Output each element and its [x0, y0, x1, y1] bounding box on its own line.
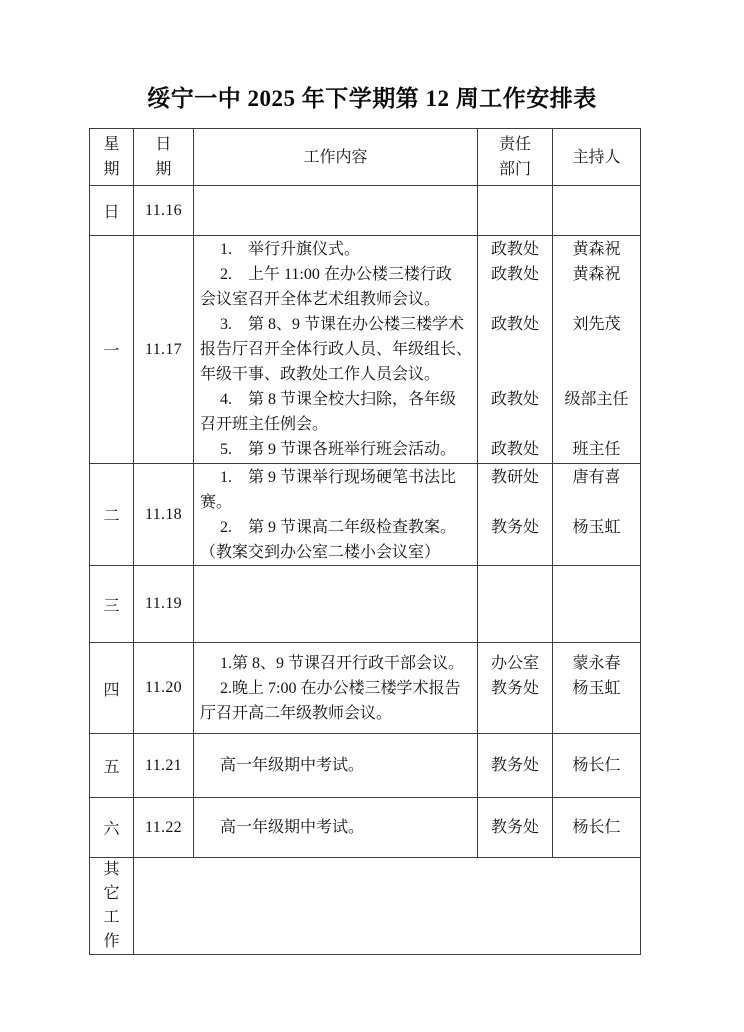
content-line: 召开班主任例会。 — [200, 416, 329, 433]
dept-cell — [478, 186, 553, 236]
host-line — [553, 287, 640, 312]
content-line: 年级干事、政教处工作人员会议。 — [200, 366, 441, 383]
dept-line — [478, 412, 552, 437]
content-cell — [194, 798, 478, 858]
dept-line — [478, 701, 552, 726]
day-cell: 五 — [90, 734, 134, 798]
table-row — [90, 643, 641, 734]
header-line: 日 — [155, 136, 172, 153]
dept-line — [478, 540, 552, 565]
dept-cell — [478, 566, 553, 643]
dept-line — [478, 490, 552, 515]
other-work-label-line: 其 — [103, 861, 120, 878]
header-line: 工作内容 — [303, 148, 368, 166]
host-cell — [553, 566, 641, 643]
other-work-label-line: 作 — [103, 933, 120, 950]
host-line: 蒙永春 — [572, 654, 621, 672]
day-cell: 一 — [90, 236, 134, 464]
other-work-cell — [134, 858, 641, 955]
dept-line: 教研处 — [490, 468, 539, 486]
date-cell: 11.20 — [134, 643, 194, 734]
content-cell — [194, 566, 478, 643]
header-line: 主持人 — [572, 148, 621, 166]
other-work-label-line: 它 — [103, 885, 120, 902]
header-line: 星 — [103, 136, 120, 153]
content-line: 4. 第 8 节课全校大扫除，各年级 — [220, 391, 457, 408]
day-cell: 四 — [90, 643, 134, 734]
content-cell — [194, 236, 478, 464]
host-line — [553, 337, 640, 362]
host-cell — [553, 734, 641, 798]
table-row — [90, 734, 641, 798]
host-line — [553, 540, 640, 565]
host-line — [553, 701, 640, 726]
content-line: 高一年级期中考试。 — [220, 819, 365, 836]
schedule-table — [89, 128, 641, 955]
content-cell — [194, 734, 478, 798]
dept-line: 教务处 — [490, 757, 539, 774]
other-work-row — [90, 858, 641, 955]
schedule-body — [90, 129, 641, 955]
content-line: 2.晚上 7:00 在办公楼三楼学术报告 — [220, 679, 461, 697]
host-line: 杨玉虹 — [572, 518, 621, 536]
content-line: 1. 举行升旗仪式。 — [220, 241, 361, 258]
other-work-label — [90, 858, 134, 955]
host-cell — [553, 186, 641, 236]
dept-cell — [478, 798, 553, 858]
host-cell — [553, 464, 641, 566]
date-cell: 11.17 — [134, 236, 194, 464]
content-line: 2. 第 9 节课高二年级检查教案。 — [220, 518, 457, 536]
dept-line: 政教处 — [490, 266, 539, 283]
content-line: 报告厅召开全体行政人员、年级组长、 — [200, 341, 473, 358]
date-cell: 11.19 — [134, 566, 194, 643]
header-line: 期 — [103, 161, 120, 178]
content-line: 5. 第 9 节课各班举行班会活动。 — [220, 441, 457, 458]
table-row — [90, 236, 641, 464]
header-cell-content — [194, 129, 478, 186]
host-line: 黄森祝 — [572, 266, 621, 283]
table-row — [90, 464, 641, 566]
content-line: （教案交到办公室二楼小会议室） — [200, 543, 441, 561]
content-cell — [194, 186, 478, 236]
host-line: 唐有喜 — [572, 468, 621, 486]
host-line: 杨长仁 — [572, 757, 621, 774]
host-cell — [553, 643, 641, 734]
content-cell — [194, 643, 478, 734]
host-line: 刘先茂 — [572, 316, 621, 333]
dept-line: 政教处 — [490, 441, 539, 458]
dept-cell — [478, 734, 553, 798]
day-cell: 六 — [90, 798, 134, 858]
page-title: 绥宁一中 2025 年下学期第 12 周工作安排表 — [147, 86, 597, 111]
dept-line: 教务处 — [490, 679, 539, 697]
dept-line: 教务处 — [490, 819, 539, 836]
date-cell: 11.16 — [134, 186, 194, 236]
dept-line: 政教处 — [490, 241, 539, 258]
host-line — [553, 490, 640, 515]
content-line: 3. 第 8、9 节课在办公楼三楼学术 — [220, 316, 465, 333]
header-row — [90, 129, 641, 186]
dept-cell — [478, 643, 553, 734]
other-work-label-line: 工 — [103, 909, 120, 926]
content-line: 厅召开高二年级教师会议。 — [200, 704, 393, 722]
header-cell-dept — [478, 129, 553, 186]
header-cell-host — [553, 129, 641, 186]
dept-line: 教务处 — [490, 518, 539, 536]
dept-line — [478, 287, 552, 312]
host-line: 杨长仁 — [572, 819, 621, 836]
header-cell-date — [134, 129, 194, 186]
content-line: 高一年级期中考试。 — [220, 757, 365, 774]
content-cell — [194, 464, 478, 566]
table-row — [90, 566, 641, 643]
host-cell — [553, 236, 641, 464]
content-line: 赛。 — [200, 493, 233, 511]
content-line: 1. 第 9 节课举行现场硬笔书法比 — [220, 468, 457, 486]
day-cell: 三 — [90, 566, 134, 643]
host-line: 黄森祝 — [572, 241, 621, 258]
host-line: 班主任 — [572, 441, 621, 458]
dept-line: 政教处 — [490, 316, 539, 333]
date-cell: 11.22 — [134, 798, 194, 858]
host-line — [553, 412, 640, 437]
table-row — [90, 798, 641, 858]
host-cell — [553, 798, 641, 858]
host-line: 杨玉虹 — [572, 679, 621, 697]
header-line: 责任 — [498, 136, 531, 153]
date-cell: 11.18 — [134, 464, 194, 566]
dept-cell — [478, 236, 553, 464]
content-line: 2. 上午 11:00 在办公楼三楼行政 — [220, 266, 452, 283]
day-cell: 二 — [90, 464, 134, 566]
dept-line: 办公室 — [490, 654, 539, 672]
dept-cell — [478, 464, 553, 566]
dept-line — [478, 337, 552, 362]
host-line — [553, 362, 640, 387]
header-cell-day — [90, 129, 134, 186]
header-line: 期 — [155, 161, 172, 178]
day-cell: 日 — [90, 186, 134, 236]
date-cell: 11.21 — [134, 734, 194, 798]
dept-line — [478, 362, 552, 387]
content-line: 1.第 8、9 节课召开行政干部会议。 — [220, 654, 465, 672]
dept-line: 政教处 — [490, 391, 539, 408]
host-line: 级部主任 — [564, 391, 629, 408]
content-line: 会议室召开全体艺术组教师会议。 — [200, 291, 441, 308]
header-line: 部门 — [498, 161, 531, 178]
table-row — [90, 186, 641, 236]
